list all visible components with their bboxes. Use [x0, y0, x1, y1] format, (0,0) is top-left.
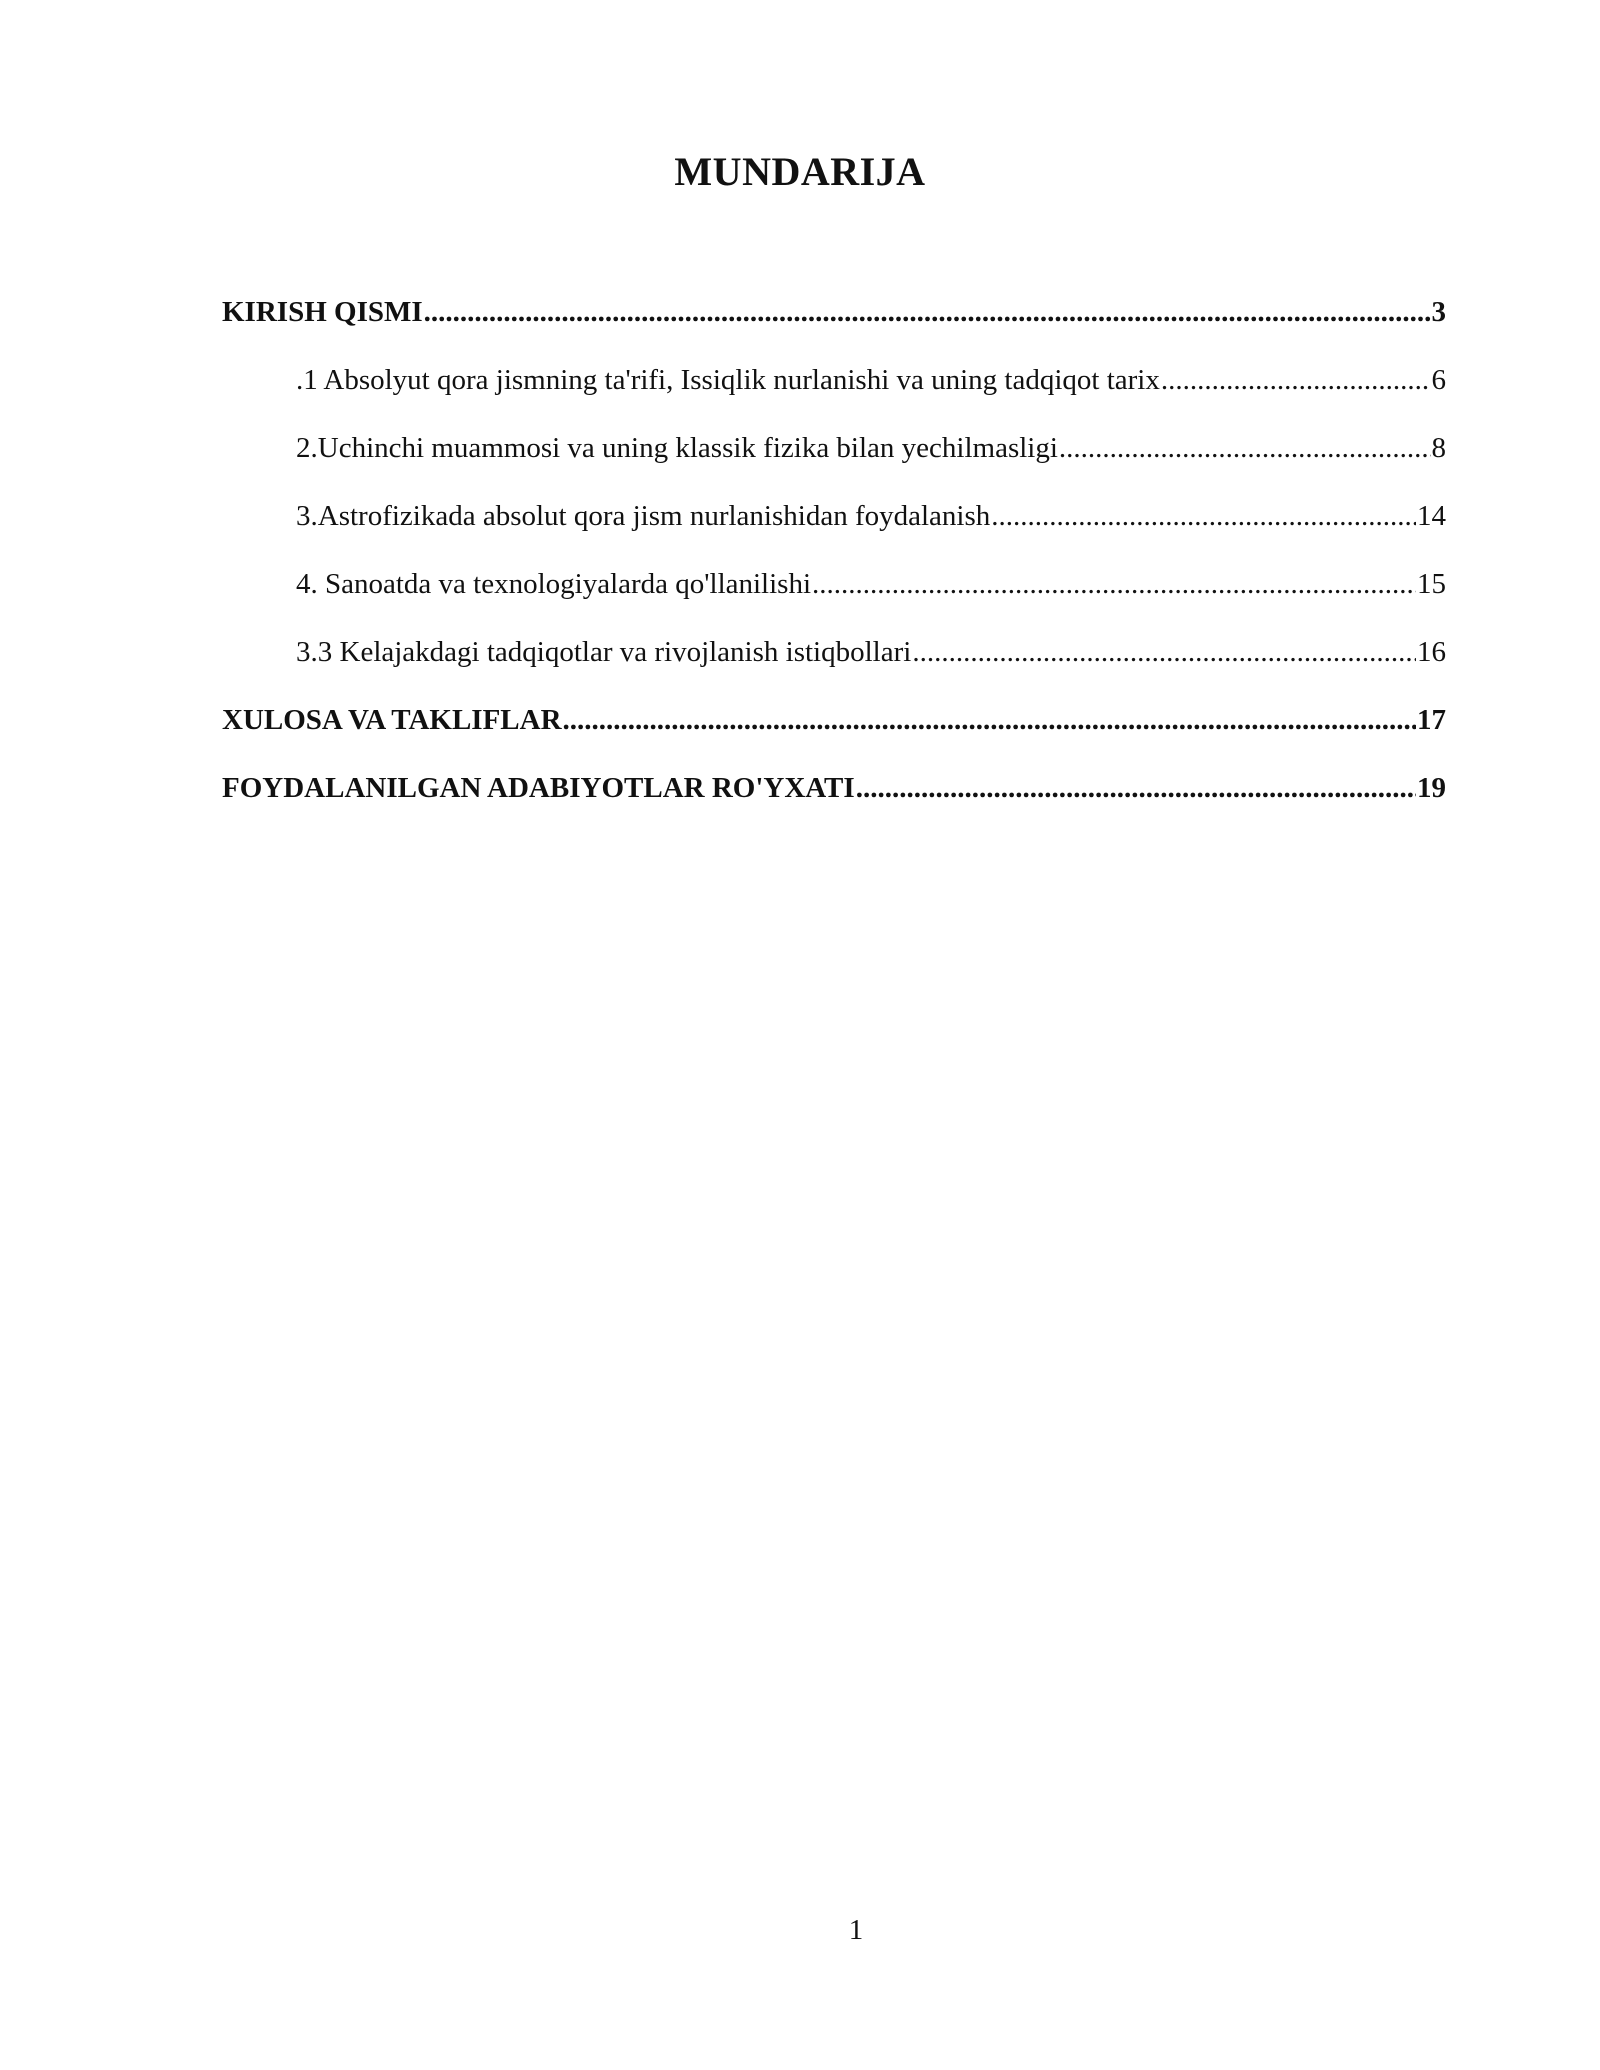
toc-dot-leader: [563, 698, 1416, 742]
table-of-contents: [222, 290, 1446, 834]
page-number: 1: [848, 1914, 864, 1946]
toc-dot-leader: [812, 562, 1416, 606]
toc-entry-page: 8: [1431, 432, 1446, 464]
toc-dot-leader: [1059, 426, 1431, 470]
toc-entry-page: 3: [1431, 296, 1446, 328]
toc-entry[interactable]: [222, 562, 1446, 630]
toc-dot-leader: [912, 630, 1416, 674]
toc-entry-label: 4. Sanoatda va texnologiyalarda qo'llanilishi: [296, 568, 812, 600]
toc-entry[interactable]: [222, 630, 1446, 698]
toc-dot-leader: [991, 494, 1416, 538]
toc-entry-label: 2.Uchinchi muammosi va uning klassik fizika bilan yechilmasligi: [296, 432, 1058, 464]
toc-entry[interactable]: [222, 766, 1446, 834]
toc-entry[interactable]: [222, 698, 1446, 766]
toc-entry-label: .1 Absolyut qora jismning ta'rifi, Issiqlik nurlanishi va uning tadqiqot tarix: [296, 364, 1160, 396]
toc-entry-page: 15: [1417, 568, 1446, 600]
toc-dot-leader: [424, 290, 1431, 334]
toc-entry-label: FOYDALANILGAN ADABIYOTLAR RO'YXATI: [222, 772, 855, 804]
toc-entry-label: 3.3 Kelajakdagi tadqiqotlar va rivojlanish istiqbollari: [296, 636, 912, 668]
page-title: MUNDARIJA: [674, 149, 926, 194]
toc-entry-page: 14: [1417, 500, 1446, 532]
toc-entry[interactable]: [222, 426, 1446, 494]
toc-dot-leader: [1161, 358, 1431, 402]
toc-entry[interactable]: [222, 358, 1446, 426]
toc-entry[interactable]: [222, 290, 1446, 358]
toc-dot-leader: [856, 766, 1416, 810]
toc-entry-label: 3.Astrofizikada absolut qora jism nurlanishidan foydalanish: [296, 500, 991, 532]
toc-entry-label: XULOSA VA TAKLIFLAR: [222, 704, 562, 736]
toc-entry-label: KIRISH QISMI: [222, 296, 423, 328]
toc-entry[interactable]: [222, 494, 1446, 562]
toc-entry-page: 17: [1417, 704, 1446, 736]
toc-entry-page: 6: [1431, 364, 1446, 396]
toc-entry-page: 19: [1417, 772, 1446, 804]
toc-entry-page: 16: [1417, 636, 1446, 668]
